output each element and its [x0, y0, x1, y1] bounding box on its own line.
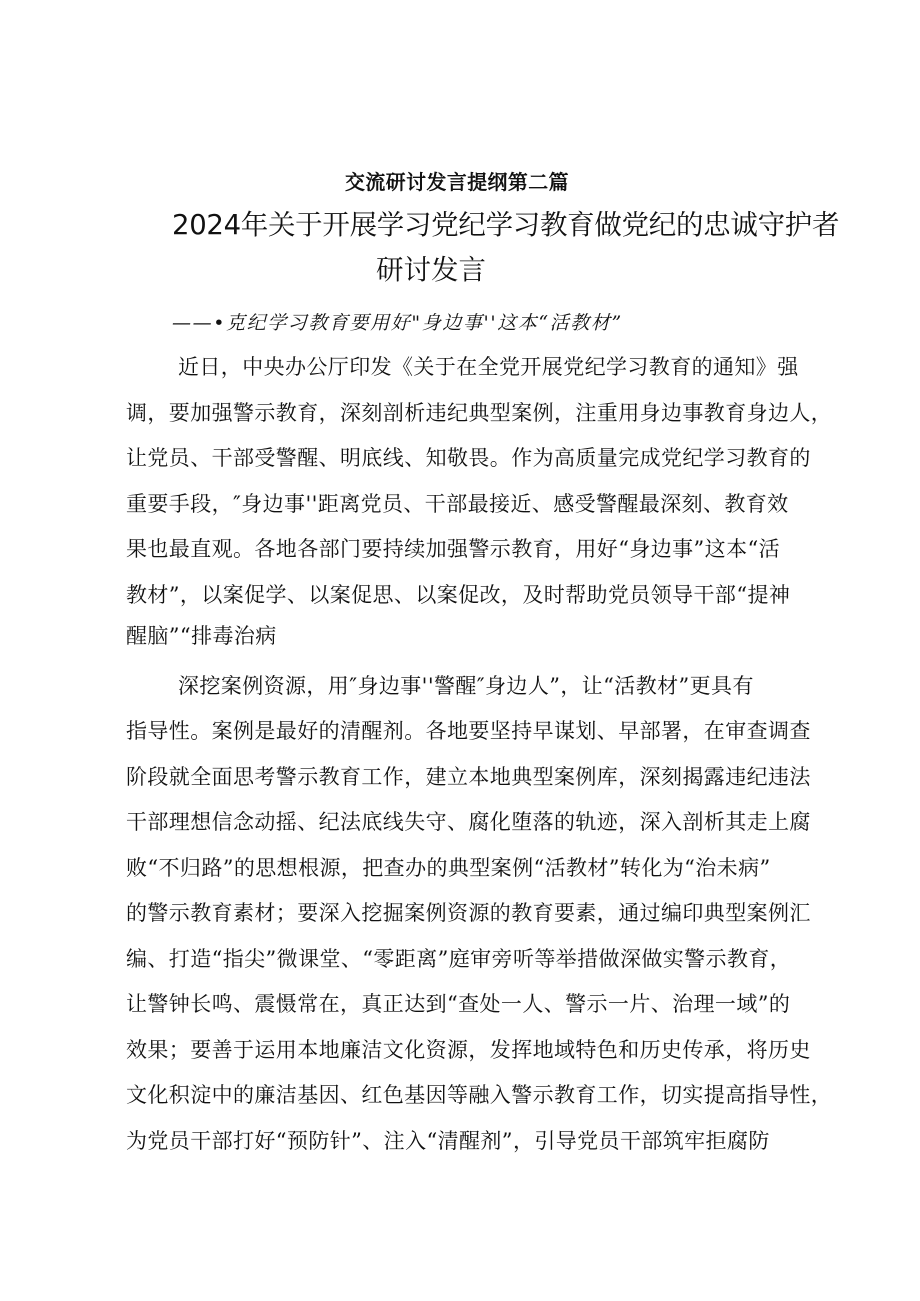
- paragraph-line: 文化积淀中的廉洁基因、红色基因等融入警示教育工作，切实提高指导性，: [126, 1083, 833, 1107]
- paragraph-line: 深挖案例资源，用″身边事''警醒″身边人”，让“活教材”更具有: [178, 674, 754, 698]
- paragraph-line: 醒脑”“排毒治病: [126, 624, 277, 648]
- paragraph-line: 重要手段，″身边事''距离党员、干部最接近、感受警醒最深刻、教育效: [126, 492, 789, 516]
- title-line-1: 2024年关于开展学习党纪学习教育做党纪的忠诚守护者: [172, 209, 840, 241]
- subtitle: ——•克纪学习教育要用好"身边事''这本“活教材”: [172, 312, 623, 334]
- paragraph-line: 编、打造“指尖”微课堂、“零距离”庭审旁听等举措做深做实警示教育，: [126, 947, 792, 971]
- paragraph-line: 的警示教育素材；要深入挖掘案例资源的教育要素，通过编印典型案例汇: [126, 901, 811, 925]
- paragraph-line: 败“不归路”的思想根源，把查办的典型案例“活教材”转化为“治未病”: [126, 856, 771, 880]
- paragraph-line: 果也最直观。各地各部门要持续加强警示教育，用好“身边事”这本“活: [126, 537, 781, 561]
- paragraph-line: 近日，中央办公厅印发《关于在全党开展党纪学习教育的通知》强: [178, 355, 799, 379]
- paragraph-line: 调，要加强警示教育，深刻剖析违纪典型案例，注重用身边事教育身边人，: [126, 401, 833, 425]
- paragraph-line: 让警钟长鸣、震慑常在，真正达到“查处一人、警示一片、治理一域”的: [126, 992, 791, 1016]
- paragraph-line: 让党员、干部受警醒、明底线、知敬畏。作为高质量完成党纪学习教育的: [126, 446, 811, 470]
- title-line-2: 研讨发言: [376, 254, 486, 286]
- section-heading: 交流研讨发言提纲第二篇: [344, 170, 570, 194]
- paragraph-line: 阶段就全面思考警示教育工作，建立本地典型案例库，深刻揭露违纪违法: [126, 765, 811, 789]
- paragraph-line: 教材”，以案促学、以案促思、以案促改，及时帮助党员领导干部“提神: [126, 583, 791, 607]
- paragraph-line: 为党员干部打好“预防针”、注入“清醒剂”，引导党员干部筑牢拒腐防: [126, 1129, 770, 1153]
- paragraph-line: 指导性。案例是最好的清醒剂。各地要坚持早谋划、早部署，在审查调查: [126, 719, 811, 743]
- paragraph-line: 效果；要善于运用本地廉洁文化资源，发挥地域特色和历史传承，将历史: [126, 1038, 811, 1062]
- paragraph-line: 干部理想信念动摇、纪法底线失守、腐化堕落的轨迹，深入剖析其走上腐: [126, 810, 811, 834]
